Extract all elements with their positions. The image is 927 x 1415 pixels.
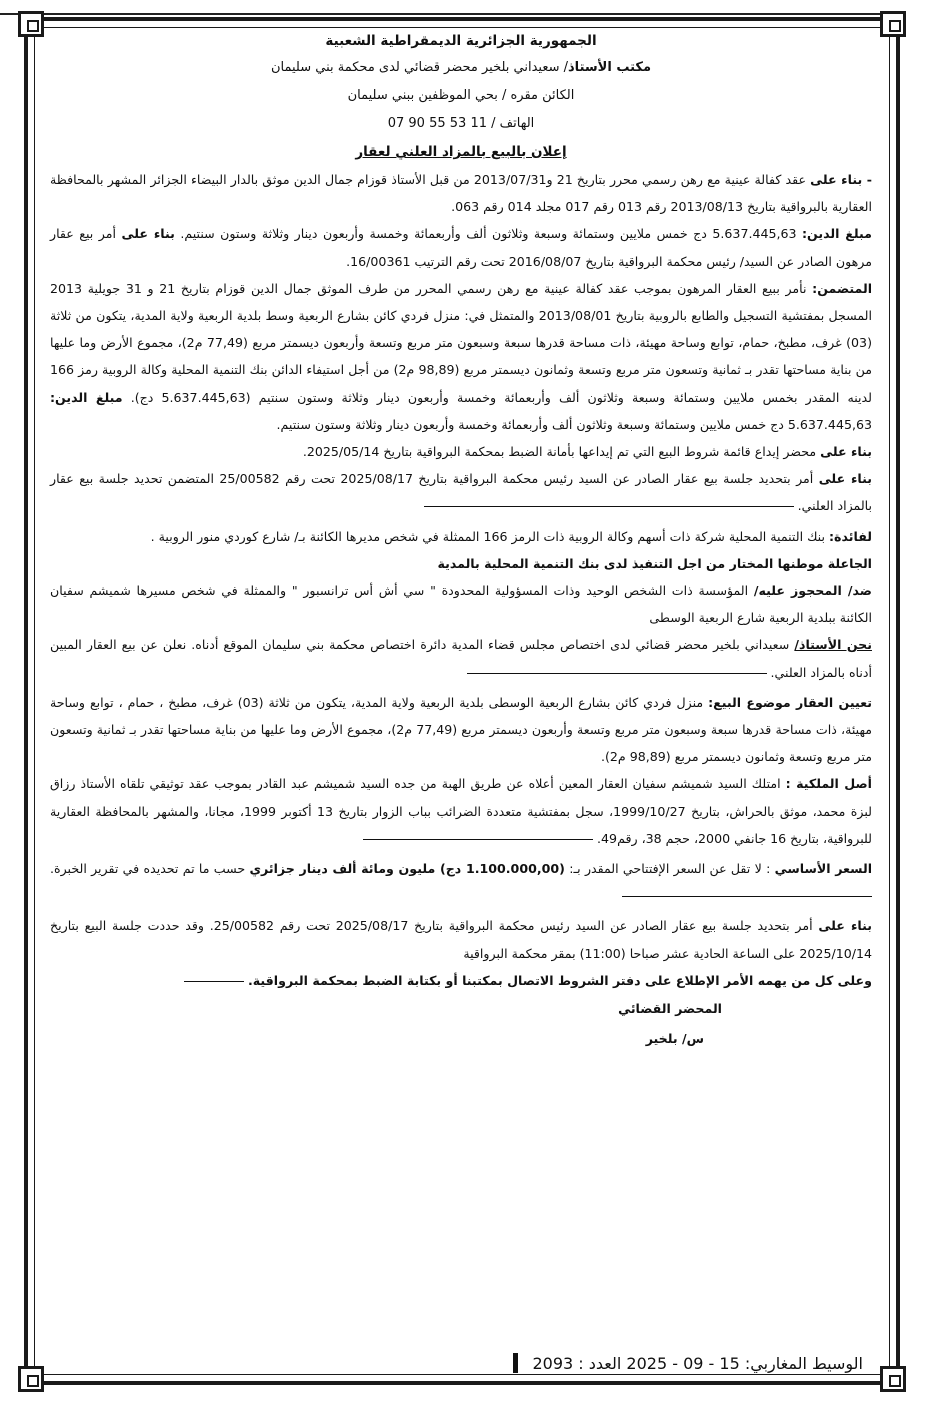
signature-name: س/ بلخير	[645, 1031, 704, 1047]
paragraph-text: نأمر ببيع العقار المرهون بموجب عقد كفالة عينية مع رهن رسمي المحرر من طرف الموثق جمال الدين قوزام بتاريخ 21 و 31 جويلية 2013 المسجل بمفتشية التسجيل والطابع بالروبية بتاريخ 2013/08/01 والمتمثل في: منزل فردي كائن بشارع الربعية وسط بلدية الربعية ولاية المدية، يتكون من ثلاثة (03) غرف، مطبخ، حمام، توابع وساحة مهيئة، ذات مساحة قدرها سبعة وسبعون متر مربع وتسعة وأربعون ديسمتر مربع (77,49 م2)، مجموع الأرض وما عليها من بناية مساحتها تقدر بـ ثمانية وتسعون متر مربع وتسعة وثمانون ديسمتر مربع (98,89 م2) من أجل استيفاء الدائن بنك التنمية المحلية وكالة الروبية رمز 166 لدينه المقدر بخمس ملايين وستمائة وسبعة وثلاثون ألف وأربعمائة وخمسة وأربعون دينار وثلاثة وستون سنتيم (5.637.445,63 دج).	[50, 280, 872, 405]
paragraph-label: مبلغ الدين:	[802, 226, 872, 242]
office-address: الكائن مقره / بحي الموظفين ببني سليمان	[347, 88, 575, 103]
country-title: الجمهورية الجزائرية الديمقراطية الشعبية	[325, 33, 597, 49]
paragraph-elected-domicile	[50, 550, 872, 577]
paragraph-label: نحن الأستاذ/	[794, 637, 872, 653]
paragraph-label: بناء على	[818, 471, 872, 487]
paragraph-text: سعيداني بلخير محضر قضائي لدى اختصاص مجلس قضاء المدية دائرة اختصاص محكمة بني سليمان الموقع أدناه. نعلن عن بيع العقار المبين أدناه بالمزاد العلني.	[50, 637, 872, 680]
fill-line	[184, 981, 244, 982]
paragraph-text: أمر بتحديد جلسة بيع عقار الصادر عن السيد رئيس محكمة البرواقية بتاريخ 2025/08/17 تحت رقم 25/00582 المتضمن تحديد جلسة بيع عقار بالمزاد العلني.	[50, 471, 872, 514]
paragraph-label: المتضمن:	[812, 280, 873, 296]
announcement-title: إعلان بالبيع بالمزاد العلني لعقار	[355, 144, 567, 160]
paragraph-label: بناء على	[820, 444, 872, 460]
paragraph-label: لفائدة:	[829, 528, 872, 544]
fill-line	[622, 896, 872, 897]
paragraph-ownership-origin	[50, 770, 872, 852]
paragraph-label: أصل الملكية :	[785, 776, 872, 792]
paragraph-label: ضد/ المحجوز عليه/	[753, 583, 872, 599]
fill-line	[424, 506, 794, 507]
paragraph-text: محضر إيداع قائمة شروط البيع التي تم إيداعها بأمانة الضبط بمحكمة البرواقية بتاريخ 2025/05/14.	[302, 444, 821, 460]
paragraph-label: - بناء على	[810, 172, 872, 187]
fill-line	[363, 839, 593, 840]
paragraph-text: : لا تقل عن السعر الإفتتاحي المقدر بـ:	[564, 861, 775, 877]
office-value: / سعيداني بلخير محضر قضائي لدى محكمة بني سليمان	[270, 60, 569, 75]
paragraph-sale-session	[50, 912, 872, 966]
paragraph-label: السعر الأساسي	[774, 861, 873, 877]
signature-title: المحضر القضائي	[618, 1001, 722, 1017]
footer	[513, 1350, 863, 1376]
paragraph-text: عقد كفالة عينية مع رهن رسمي محرر بتاريخ 21 و2013/07/31 من قبل الأستاذ قوزام جمال الدين موثق بالدار البيضاء الجزائر المشهر بالمحافظة العقارية بالبرواقية بتاريخ 2013/08/13 رقم 013 رقم 017 مجلد 014 رقم 063.	[50, 172, 872, 215]
paragraph-label: بناء على	[818, 918, 873, 934]
paragraph-base-price	[50, 855, 872, 909]
office-phone: الهاتف / 11 53 55 90 07	[387, 116, 535, 131]
paragraph-text: أمر بيع عقار مرهون الصادر عن السيد/ رئيس محكمة البرواقية بتاريخ 2016/08/07 تحت رقم الترتيب 16/00361.	[50, 226, 872, 269]
announcement	[50, 28, 872, 1054]
office-line	[50, 54, 872, 82]
paragraph-order-content	[50, 275, 872, 438]
corner-ornament	[880, 1366, 906, 1392]
paragraph-text: الجاعلة موطنها المختار من اجل التنفيذ لدى بنك التنمية المحلية بالمدية	[437, 555, 872, 571]
corner-ornament	[18, 1366, 44, 1392]
corner-ornament	[18, 11, 44, 37]
corner-ornament	[880, 11, 906, 37]
paragraph-label: مبلغ الدين:	[50, 389, 123, 405]
paragraph-text: وعلى كل من يهمه الأمر الإطلاع على دفتر الشروط الاتصال بمكتبنا أو بكتابة الضبط بمحكمة البرواقية.	[248, 972, 872, 988]
paragraph-debt-amount	[50, 220, 872, 274]
top-rule	[0, 13, 880, 15]
paragraph-debtor	[50, 577, 872, 631]
paragraph-property	[50, 689, 872, 771]
paragraph-text: بنك التنمية المحلية شركة ذات أسهم وكالة الروبية ذات الرمز 166 الممثلة في شخص مديرها الكائنة بـ/ شارع كوردي منور الروبية .	[150, 528, 829, 544]
office-label: مكتب الأستاذ	[568, 60, 651, 75]
paragraph-bailiff	[50, 631, 872, 685]
paragraph-notice	[50, 967, 872, 994]
paragraph-text: حسب ما تم تحديده في تقرير الخبرة.	[50, 861, 250, 877]
paragraph-text: امتلك السيد شميشم سفيان العقار المعين أعلاه عن طريق الهبة من جده السيد شميشم عبد القادر بموجب عقد توثيقي تلقاه الأستاذ رزاق لبزة محمد، موثق بالحراش، بتاريخ 1999/10/27، سجل بمفتشية متعددة الضرائب بباب الزوار بتاريخ 13 أكتوبر 1999، مجانا، والمشهر بالمحافظة العقارية للبرواقية، بتاريخ 16 جانفي 2000، حجم 38، رقم49.	[50, 776, 872, 846]
paragraph-text: 5.637.445,63 دج خمس ملايين وستمائة وسبعة وثلاثون ألف وأربعمائة وخمسة وأربعون دينار وثلاثة وستون سنتيم.	[276, 416, 872, 432]
footer-bar	[513, 1353, 518, 1373]
footer-publication: الوسيط المغاربي: 15 - 09 - 2025 العدد : 2093	[532, 1353, 863, 1373]
paragraph-label: تعيين العقار موضوع البيع:	[708, 694, 872, 710]
paragraph-text: أمر بتحديد جلسة بيع عقار الصادر عن السيد رئيس محكمة البرواقية بتاريخ 2025/08/17 تحت رقم 25/00582. وقد حددت جلسة البيع بتاريخ 2025/10/14 على الساعة الحادية عشر صباحا (11:00) بمقر محكمة البرواقية	[50, 918, 872, 961]
paragraph-text: منزل فردي كائن بشارع الربعية الوسطى بلدية الربعية ولاية المدية، يتكون من ثلاثة (03) غرف، مطبخ ، حمام ، توابع وساحة مهيئة، ذات مساحة قدرها سبعة وسبعون متر مربع وتسعة وأربعون ديسمتر مربع (77,49 م2)، مجموع الأرض وما عليها من بناية مساحتها تقدر بـ ثمانية وتسعون متر مربع وتسعة وثمانون ديسمتر مربع (98,89 م2).	[50, 694, 872, 765]
paragraph-beneficiary	[50, 523, 872, 550]
paragraph-hearing-order	[50, 465, 872, 519]
paragraph-conditions-deposit	[50, 438, 872, 465]
fill-line	[467, 673, 767, 674]
paragraph-text: المؤسسة ذات الشخص الوحيد وذات المسؤولية المحدودة " سي أش أس ترانسبور " والممثلة في شخص مسيرها شميشم سفيان الكائنة ببلدية الربعية شارع الربعية الوسطى	[50, 583, 872, 626]
paragraph-label: بناء على	[121, 226, 175, 242]
base-price-amount: (1.100.000,00 دج) مليون ومائة ألف دينار جزائري	[249, 861, 565, 877]
paragraph-text: 5.637.445,63 دج خمس ملايين وستمائة وسبعة وثلاثون ألف وأربعمائة وخمسة وأربعون دينار وثلاثة وستون سنتيم.	[174, 226, 803, 242]
paragraph-mortgage-deed	[50, 166, 872, 220]
